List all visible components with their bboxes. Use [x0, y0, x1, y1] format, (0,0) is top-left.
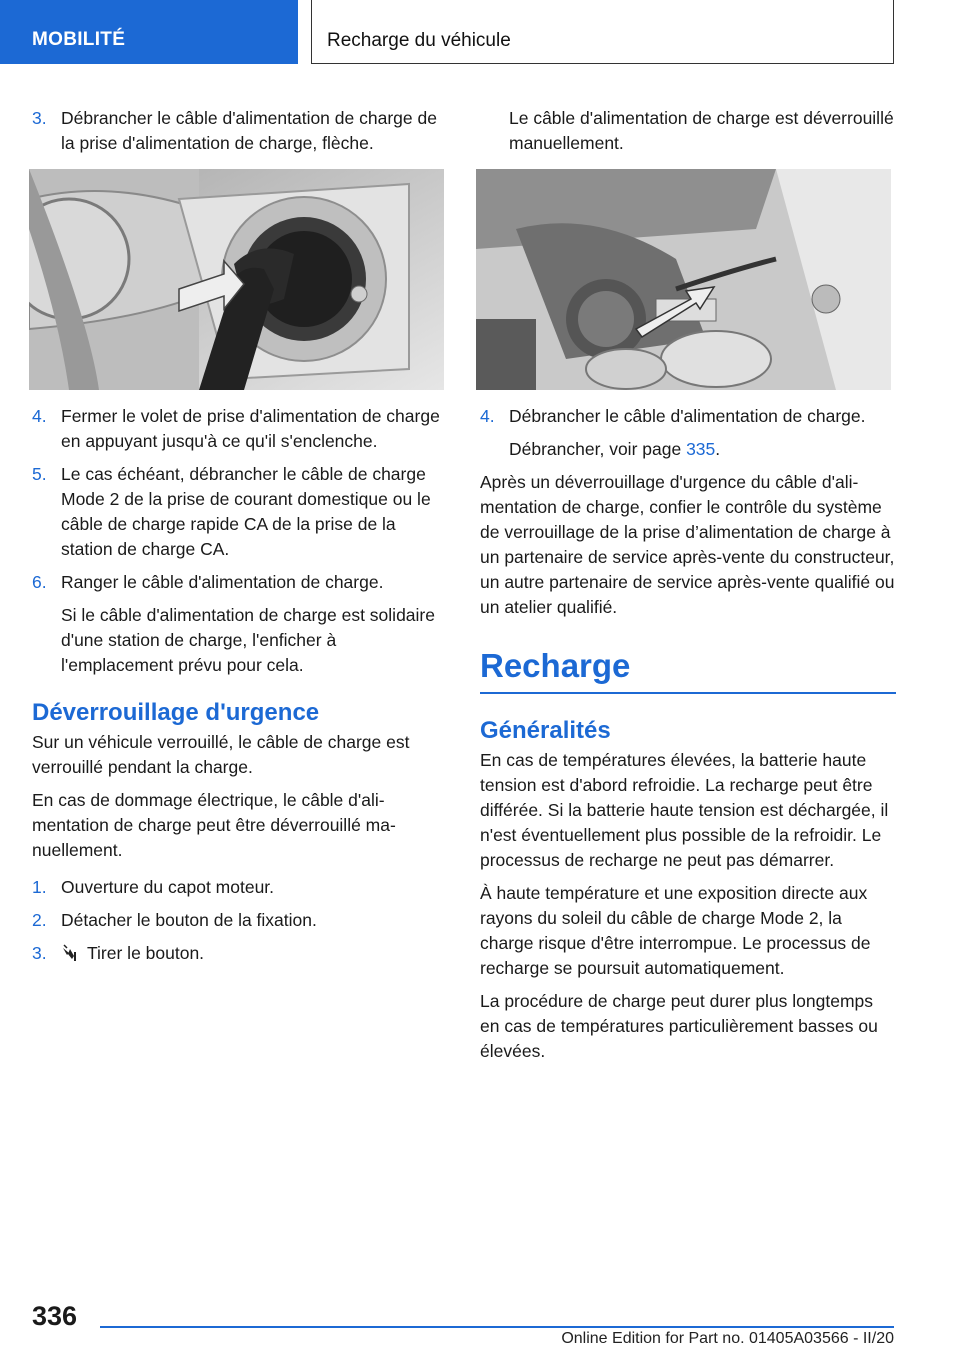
footer-rule — [100, 1326, 894, 1328]
step-number: 2. — [32, 910, 47, 930]
right-column-top — [480, 106, 896, 156]
step-number: 1. — [32, 877, 47, 897]
right-column-body — [480, 404, 896, 1064]
step-number: 5. — [32, 464, 47, 484]
header-section-label: MOBILITÉ — [32, 29, 126, 50]
paragraph: La procédure de charge peut durer plus longtemps en cas de températures particulièrement basses ou élevées. — [480, 990, 878, 1061]
step-text: Tirer le bouton. — [87, 943, 205, 963]
left-column-body — [32, 404, 444, 966]
step-text: Fermer le volet de prise d'alimentation de charge en appuyant jusqu'à ce qu'il s'enclenche. — [61, 406, 440, 451]
footer-edition: Online Edition for Part no. 01405A03566 - II/20 — [561, 1330, 894, 1347]
paragraph: Sur un véhicule verrouillé, le câble de charge est verrouillé pendant la charge. — [32, 732, 410, 777]
section-heading: Déverrouillage d'urgence — [32, 699, 320, 726]
step-text: Débrancher le câble d'alimentation de charge de la prise d'alimentation de charge, flèche. — [61, 108, 437, 153]
charging-port-illustration — [29, 169, 444, 390]
step-text: Détacher le bouton de la fixation. — [61, 910, 317, 930]
step-number: 4. — [480, 406, 495, 426]
step-note: Si le câble d'alimentation de charge est solidaire d'une station de charge, l'enficher à l'emplacement prévu pour cela. — [61, 605, 435, 675]
step-text: Ranger le câble d'alimentation de charge. — [61, 572, 384, 592]
list-item — [32, 462, 444, 562]
engine-bay-illustration — [476, 169, 891, 390]
header-section-tab — [0, 0, 298, 64]
step-number: 3. — [32, 108, 47, 128]
section-heading: Généralités — [480, 716, 611, 744]
charging-port-photo — [29, 169, 444, 390]
paragraph: Après un déverrouillage d'urgence du câble d'alimentation de charge, confier le contrôle du système de verrouillage de la prise d’alimentation de charge à un partenaire de service après-vente du constructeur, un autre partenaire de service après-vente qualifié ou un atelier qualifié. — [480, 472, 895, 617]
header-title-box — [311, 0, 894, 64]
step-number: 3. — [32, 943, 47, 963]
paragraph: À haute température et une exposition directe aux rayons du soleil du câble de charge Mode 2, la charge risque d'être interrompue. Le processus de recharge se poursuit automatiquement. — [480, 882, 871, 978]
paragraph: En cas de températures élevées, la batterie haute tension est d'abord refroidie. La recharge peut être différée. Si la batterie haute tension est déchargée, il n'est éventuellement plus possible de la refroidir. Le processus de recharge ne peut pas démarrer. — [480, 749, 889, 870]
header-title: Recharge du véhicule — [327, 30, 511, 51]
page-number: 336 — [32, 1301, 78, 1331]
reference-end: . — [715, 439, 721, 459]
paragraph: En cas de dommage électrique, le câble d'alimentation de charge peut être déverrouillé manuellement. — [32, 790, 396, 860]
list-item — [32, 404, 444, 454]
list-item — [32, 570, 444, 595]
step-text: Ouverture du capot moteur. — [61, 877, 275, 897]
chapter-heading: Recharge — [480, 647, 631, 684]
engine-bay-photo — [476, 169, 891, 390]
list-item — [32, 106, 444, 156]
step-number: 4. — [32, 406, 47, 426]
heading-rule — [480, 692, 896, 694]
step-text: Le cas échéant, débrancher le câble de charge Mode 2 de la prise de courant domestique ou le câble de charge rapide CA de la prise de la station de charge CA. — [61, 464, 431, 559]
step-number: 6. — [32, 572, 47, 592]
list-item — [32, 908, 444, 933]
reference-text: Débrancher, voir page — [509, 439, 687, 459]
list-item — [32, 875, 444, 900]
list-item — [32, 941, 444, 966]
page-link[interactable]: 335 — [686, 439, 716, 459]
paragraph: Le câble d'alimentation de charge est déverrouillé manuellement. — [509, 108, 894, 153]
step-text: Débrancher le câble d'alimentation de charge. — [509, 406, 866, 426]
page-reference — [480, 437, 896, 462]
list-item — [480, 404, 896, 429]
pull-handle-icon — [61, 944, 81, 962]
left-column-top — [32, 106, 444, 156]
